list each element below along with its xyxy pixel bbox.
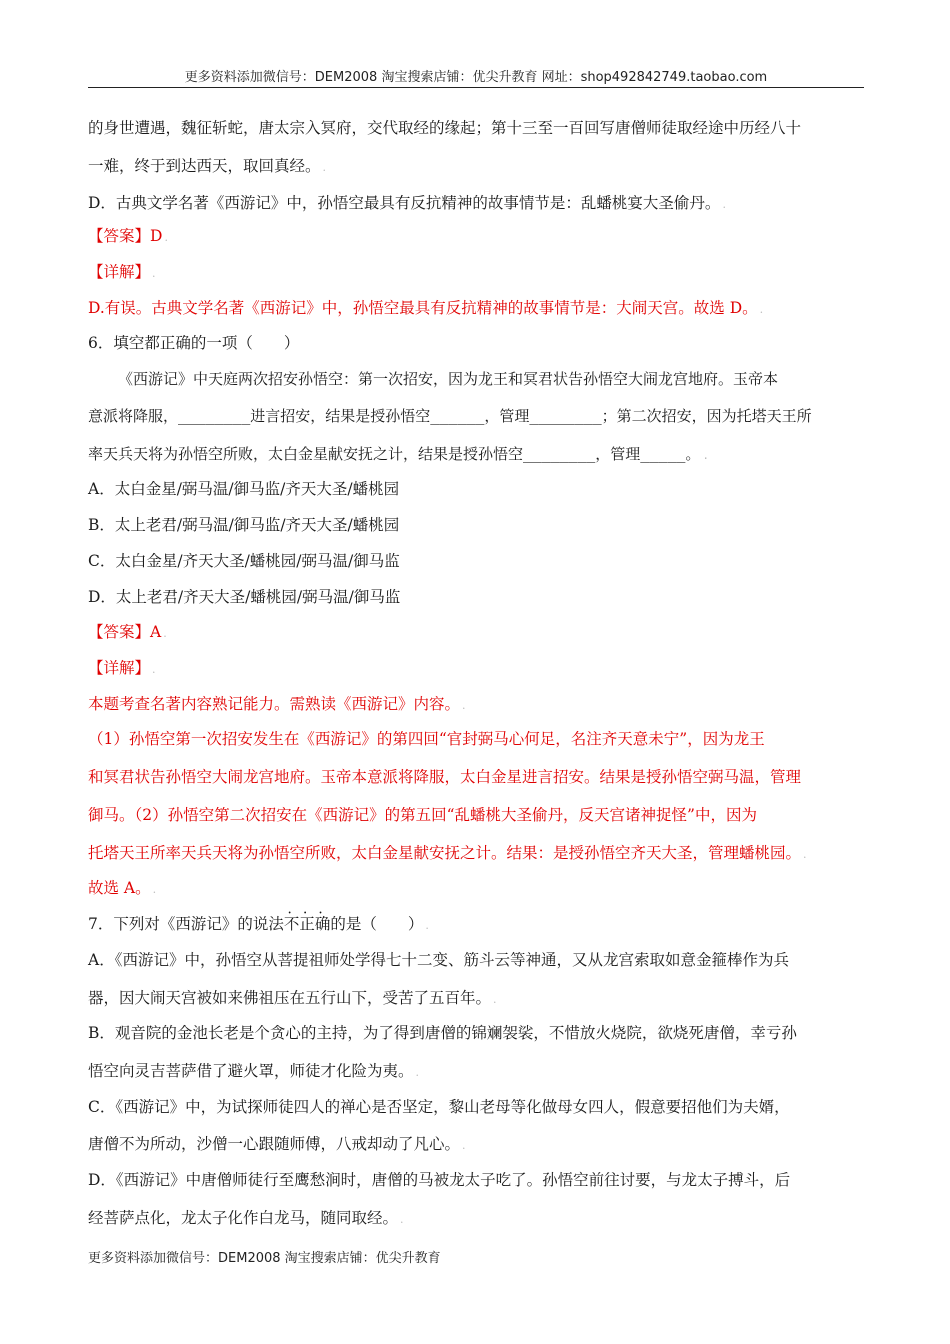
explanation-text: 故选 A。 . — [88, 879, 157, 897]
header-divider — [88, 87, 864, 88]
explanation-text: D.有误。古典文学名著《西游记》中，孙悟空最具有反抗精神的故事情节是：大闹天宫。故选 D。 . — [88, 299, 764, 317]
option-c: C．《西游记》中，为试探师徒四人的禅心是否坚定，黎山老母等化做母女四人，假意要招他们为夫婿， — [88, 1098, 790, 1116]
option-d: D．《西游记》中唐僧师徒行至鹰愁涧时，唐僧的马被龙太子吃了。孙悟空前往讨要，与龙太子搏斗，后 — [88, 1171, 791, 1189]
option-b: B．观音院的金池长老是个贪心的主持，为了得到唐僧的锦斓袈裟，不惜放火烧院，欲烧死唐僧，幸亏孙 — [88, 1024, 797, 1042]
explanation-text: 托塔天王所率天兵天将为孙悟空所败，太白金星献安抚之计。结果：是授孙悟空齐天大圣，管理蟠桃园。 . — [88, 844, 807, 862]
option-a-cont: 器，因大闹天宫被如来佛祖压在五行山下，受苦了五百年。 . — [88, 989, 497, 1007]
explanation-text: 御马。（2）孙悟空第二次招安在《西游记》的第五回“乱蟠桃大圣偷丹，反天宫诸神捉怪”中，因为 — [88, 806, 757, 824]
option-d: D．古典文学名著《西游记》中，孙悟空最具有反抗精神的故事情节是：乱蟠桃宴大圣偷丹。 . — [88, 194, 726, 212]
option-a: A．太白金星/弼马温/御马监/齐天大圣/蟠桃园 — [88, 480, 400, 498]
option-d: D．太上老君/齐天大圣/蟠桃园/弼马温/御马监 — [88, 588, 401, 606]
option-d-cont: 经菩萨点化，龙太子化作白龙马，随同取经。 . — [88, 1209, 404, 1227]
option-b-cont: 悟空向灵吉菩萨借了避火罩，师徒才化险为夷。 . — [88, 1062, 420, 1080]
emphasis-dots: • • • 不正确 — [284, 915, 331, 933]
answer-label: 【答案】A . — [88, 623, 167, 641]
page-header: 更多资料添加微信号：DEM2008 淘宝搜索店铺：优尖升教育 网址：shop492842749.taobao.com — [184, 70, 768, 85]
question-7-stem: 7．下列对《西游记》的说法• • • 不正确的是（ ） . — [88, 914, 429, 936]
answer-label: 【答案】D . — [88, 227, 168, 245]
question-6-stem: 6．填空都正确的一项（ ） — [88, 334, 300, 352]
page-footer: 更多资料添加微信号：DEM2008 淘宝搜索店铺：优尖升教育 — [88, 1251, 441, 1266]
option-b: B．太上老君/弼马温/御马监/齐天大圣/蟠桃园 — [88, 516, 400, 534]
explanation-label: 【详解】 . — [88, 263, 156, 281]
text-line: 一难，终于到达西天，取回真经。 . — [88, 157, 327, 175]
explanation-text: 和冥君状告孙悟空大闹龙宫地府。玉帝本意派将降服，太白金星进言招安。结果是授孙悟空弼马温，管理 — [88, 768, 802, 786]
passage-line: 率天兵天将为孙悟空所败，太白金星献安抚之计，结果是授孙悟空________，管理_____。 . — [88, 445, 710, 463]
passage-line: 《西游记》中天庭两次招安孙悟空：第一次招安，因为龙王和冥君状告孙悟空大闹龙宫地府。玉帝本 — [118, 370, 779, 388]
option-a: A．《西游记》中，孙悟空从菩提祖师处学得七十二变、筋斗云等神通，又从龙宫索取如意金箍棒作为兵 — [88, 951, 789, 969]
explanation-text: 本题考查名著内容熟记能力。需熟读《西游记》内容。 . — [88, 695, 466, 713]
option-c-cont: 唐僧不为所动，沙僧一心跟随师傅，八戒却动了凡心。 . — [88, 1135, 466, 1153]
passage-line: 意派将降服，________进言招安，结果是授孙悟空______，管理________；第二次招安，因为托塔天王所 — [88, 407, 812, 425]
explanation-label: 【详解】 . — [88, 659, 156, 677]
explanation-text: （1）孙悟空第一次招安发生在《西游记》的第四回“官封弼马心何足，名注齐天意未宁”，因为龙王 — [88, 730, 765, 748]
text-line: 的身世遭遇，魏征斩蛇，唐太宗入冥府，交代取经的缘起；第十三至一百回写唐僧师徒取经途中历经八十 — [88, 119, 802, 137]
option-c: C．太白金星/齐天大圣/蟠桃园/弼马温/御马监 — [88, 552, 400, 570]
